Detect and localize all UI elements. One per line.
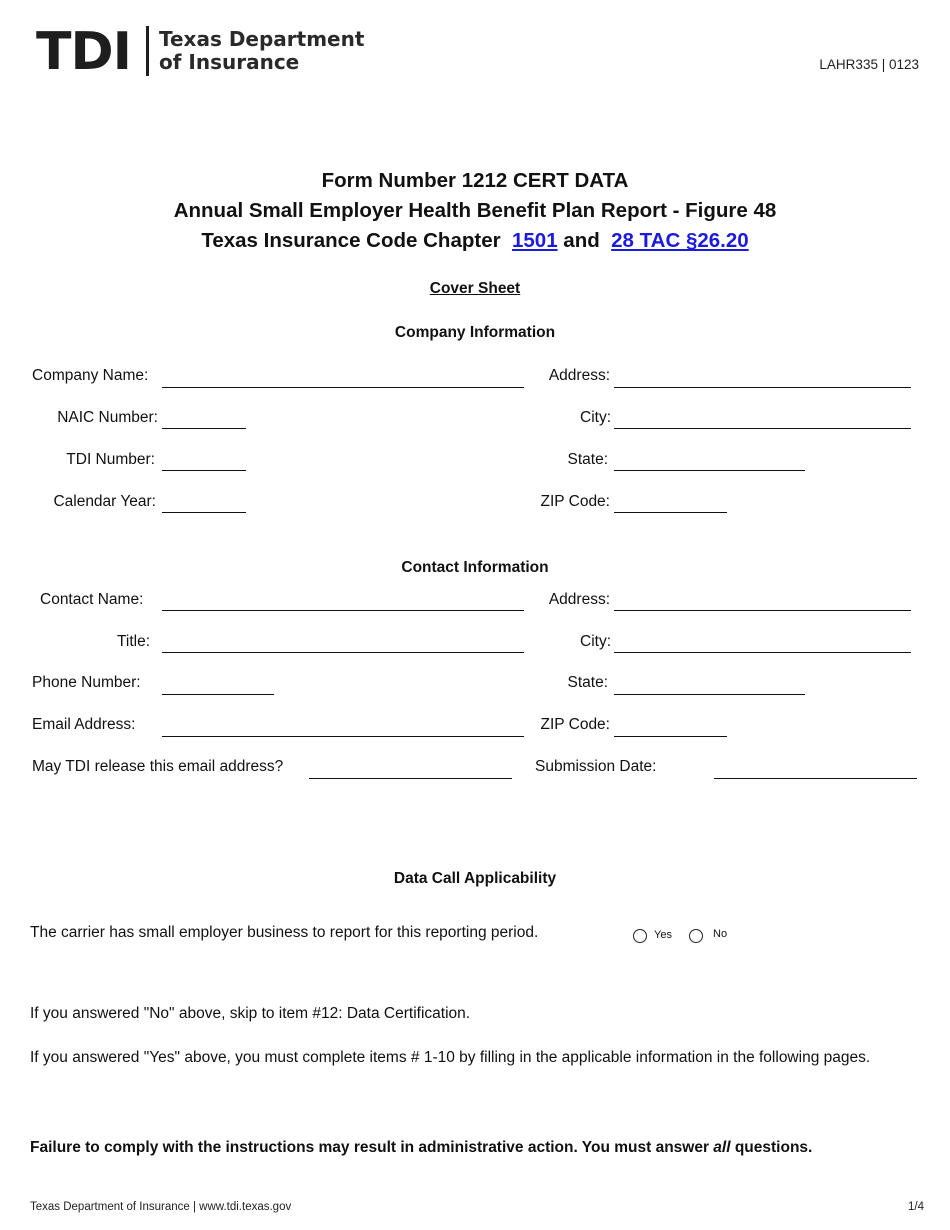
chapter-1501-link[interactable]: 1501 <box>511 229 558 252</box>
warning-emphasis: all <box>713 1139 731 1156</box>
tdi-number-field[interactable] <box>162 470 246 471</box>
note-answer-yes: If you answered "Yes" above, you must complete items # 1-10 by filling in the applicable information in the following pages. <box>30 1049 871 1066</box>
submission-date-label: Submission Date: <box>535 758 657 775</box>
logo-text-line1: Texas Department <box>159 27 365 51</box>
naic-number-label: NAIC Number: <box>57 409 158 426</box>
phone-number-label: Phone Number: <box>32 674 141 691</box>
title-line2: Annual Small Employer Health Benefit Plan Report - Figure 48 <box>173 199 777 222</box>
tdi-logo-mark: TDI <box>36 22 131 82</box>
title-line1: Form Number 1212 CERT DATA <box>321 169 629 192</box>
contact-name-label: Contact Name: <box>40 591 144 608</box>
warning-text-a: Failure to comply with the instructions may result in administrative action. You must answer <box>30 1139 714 1156</box>
note-answer-no: If you answered "No" above, skip to item #12: Data Certification. <box>30 1005 471 1022</box>
contact-title-label: Title: <box>116 633 150 650</box>
tdi-number-label: TDI Number: <box>66 451 155 468</box>
form-title <box>0 166 950 256</box>
email-address-field[interactable] <box>162 736 524 737</box>
title-line3-mid: and <box>563 229 600 252</box>
calendar-year-field[interactable] <box>162 512 246 513</box>
contact-state-field[interactable] <box>614 694 805 695</box>
naic-number-field[interactable] <box>162 428 246 429</box>
contact-city-field[interactable] <box>614 652 911 653</box>
calendar-year-label: Calendar Year: <box>53 493 156 510</box>
company-name-field[interactable] <box>162 387 524 388</box>
logo-text-line2: of Insurance <box>159 50 300 74</box>
contact-title-field[interactable] <box>162 652 524 653</box>
phone-number-field[interactable] <box>162 694 274 695</box>
warning-text-b: questions. <box>730 1139 813 1156</box>
footer-agency: Texas Department of Insurance | www.tdi.texas.gov <box>30 1201 292 1213</box>
tac-26-20-link[interactable]: 28 TAC §26.20 <box>611 229 749 252</box>
company-state-field[interactable] <box>614 470 805 471</box>
form-id: LAHR335 | 0123 <box>819 57 919 72</box>
company-zip-label: ZIP Code: <box>540 493 610 510</box>
contact-state-label: State: <box>567 674 608 691</box>
title-line3-prefix: Texas Insurance Code Chapter <box>201 229 501 252</box>
contact-address-label: Address: <box>548 591 610 608</box>
contact-address-field[interactable] <box>614 610 911 611</box>
company-city-label: City: <box>580 409 611 426</box>
contact-zip-field[interactable] <box>614 736 727 737</box>
applicability-heading: Data Call Applicability <box>393 870 557 887</box>
submission-date-field[interactable] <box>714 778 917 779</box>
company-state-label: State: <box>567 451 608 468</box>
contact-info-heading: Contact Information <box>401 559 549 576</box>
yes-radio-label: Yes <box>654 929 672 941</box>
company-info-heading: Company Information <box>394 324 556 341</box>
contact-city-label: City: <box>580 633 611 650</box>
company-name-label: Company Name: <box>32 367 149 384</box>
applicability-question: The carrier has small employer business to report for this reporting period. <box>30 924 539 941</box>
cover-sheet-heading: Cover Sheet <box>429 280 521 297</box>
no-radio-label: No <box>713 928 728 940</box>
tdi-logo-text <box>159 28 364 74</box>
contact-name-field[interactable] <box>162 610 524 611</box>
email-release-label: May TDI release this email address? <box>32 758 284 775</box>
logo-divider <box>146 26 149 76</box>
email-address-label: Email Address: <box>32 716 136 733</box>
company-city-field[interactable] <box>614 428 911 429</box>
email-release-field[interactable] <box>309 778 512 779</box>
company-address-label: Address: <box>548 367 610 384</box>
title-line3 <box>0 226 950 256</box>
page-number: 1/4 <box>908 1201 924 1213</box>
company-address-field[interactable] <box>614 387 911 388</box>
no-radio[interactable] <box>689 929 703 943</box>
contact-zip-label: ZIP Code: <box>540 716 610 733</box>
company-zip-field[interactable] <box>614 512 727 513</box>
yes-radio[interactable] <box>633 929 647 943</box>
compliance-warning <box>30 1136 920 1159</box>
